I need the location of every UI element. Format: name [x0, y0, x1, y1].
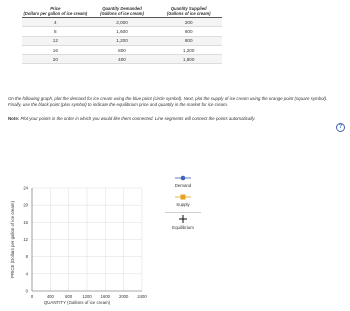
help-icon[interactable]: ? [336, 123, 345, 132]
cell-price: 20 [52, 56, 58, 62]
header-sub: (Gallons of ice cream) [100, 11, 144, 17]
y-tick-label: 24 [23, 185, 28, 191]
x-tick-label: 1600 [100, 294, 110, 299]
header-sub: (Gallons of ice cream) [166, 11, 211, 17]
table-row [22, 18, 222, 27]
header-title: Price [50, 6, 61, 11]
equilibrium-tool[interactable] [170, 214, 196, 230]
table-row [22, 27, 222, 36]
note-body: Plot your points in the order in which you would like them connected. Line segments will connect the points automatically. [19, 116, 256, 121]
header-price [22, 6, 89, 16]
cell-demanded: 400 [118, 56, 126, 62]
equilibrium-plus-icon [177, 214, 189, 224]
cell-supplied: 600 [184, 28, 193, 34]
cell-supplied: 1,200 [182, 47, 195, 53]
cell-price: 4 [54, 19, 57, 25]
y-tick-label: 0 [25, 288, 28, 294]
y-tick-label: 4 [25, 271, 28, 277]
note-label: Note: [8, 116, 20, 121]
header-quantity-supplied [155, 6, 222, 16]
header-quantity-demanded [89, 6, 156, 16]
cell-supplied: 800 [184, 38, 193, 44]
table-header [22, 6, 222, 16]
header-title: Quantity Demanded [102, 6, 142, 11]
table-body [22, 18, 222, 64]
demand-supply-table [22, 6, 222, 64]
x-tick-label: 2400 [137, 294, 147, 299]
x-tick-label: 0 [30, 294, 34, 299]
tool-divider [165, 212, 201, 213]
x-tick-label: 2000 [119, 294, 129, 299]
note-text [8, 116, 255, 121]
y-tick-label: 20 [23, 202, 28, 208]
x-tick-label: 1200 [82, 294, 92, 299]
grid [32, 188, 142, 291]
y-tick-label: 12 [23, 237, 28, 242]
supply-tool-label: Supply [176, 202, 190, 207]
demand-tool-label: Demand [174, 183, 192, 188]
x-tick-label: 400 [46, 294, 54, 299]
cell-demanded: 2,000 [116, 19, 128, 25]
cell-price: 16 [52, 47, 58, 53]
cell-supplied: 1,800 [182, 56, 195, 62]
instructions-text: On the following graph, plot the demand for ice cream using the blue point (circle symbol). Next, plot the supply of ice cream using the orange point (square symbol). Finally, use the black point (plus symbol) to indicate the equilibrium price and quantity in the market for ice cream. [8, 96, 328, 108]
cell-supplied: 200 [184, 19, 193, 25]
cell-price: 8 [54, 28, 57, 34]
table-row [22, 46, 222, 55]
header-title: Quantity Supplied [170, 6, 207, 11]
x-tick-label: 800 [65, 294, 73, 299]
tick-labels [23, 186, 147, 300]
cell-demanded: 800 [118, 47, 126, 53]
cell-demanded: 1,200 [116, 38, 128, 44]
cell-demanded: 1,600 [116, 28, 128, 34]
y-tick-label: 8 [25, 254, 28, 260]
equilibrium-tool-label: Equilibrium [172, 225, 194, 230]
y-axis-label: PRICE (Dollars per gallon of ice cream) [10, 201, 15, 278]
table-row [22, 37, 222, 46]
y-tick-label: 16 [23, 219, 28, 225]
supply-point-icon [173, 193, 193, 201]
supply-tool[interactable] [170, 193, 196, 207]
demand-point-icon [173, 174, 193, 182]
demand-tool[interactable] [170, 174, 196, 188]
table-row [22, 55, 222, 64]
cell-price: 12 [52, 38, 58, 44]
x-axis-label: QUANTITY (Gallons of ice cream) [43, 300, 111, 305]
header-sub: (Dollars per gallon of ice cream) [23, 11, 88, 17]
